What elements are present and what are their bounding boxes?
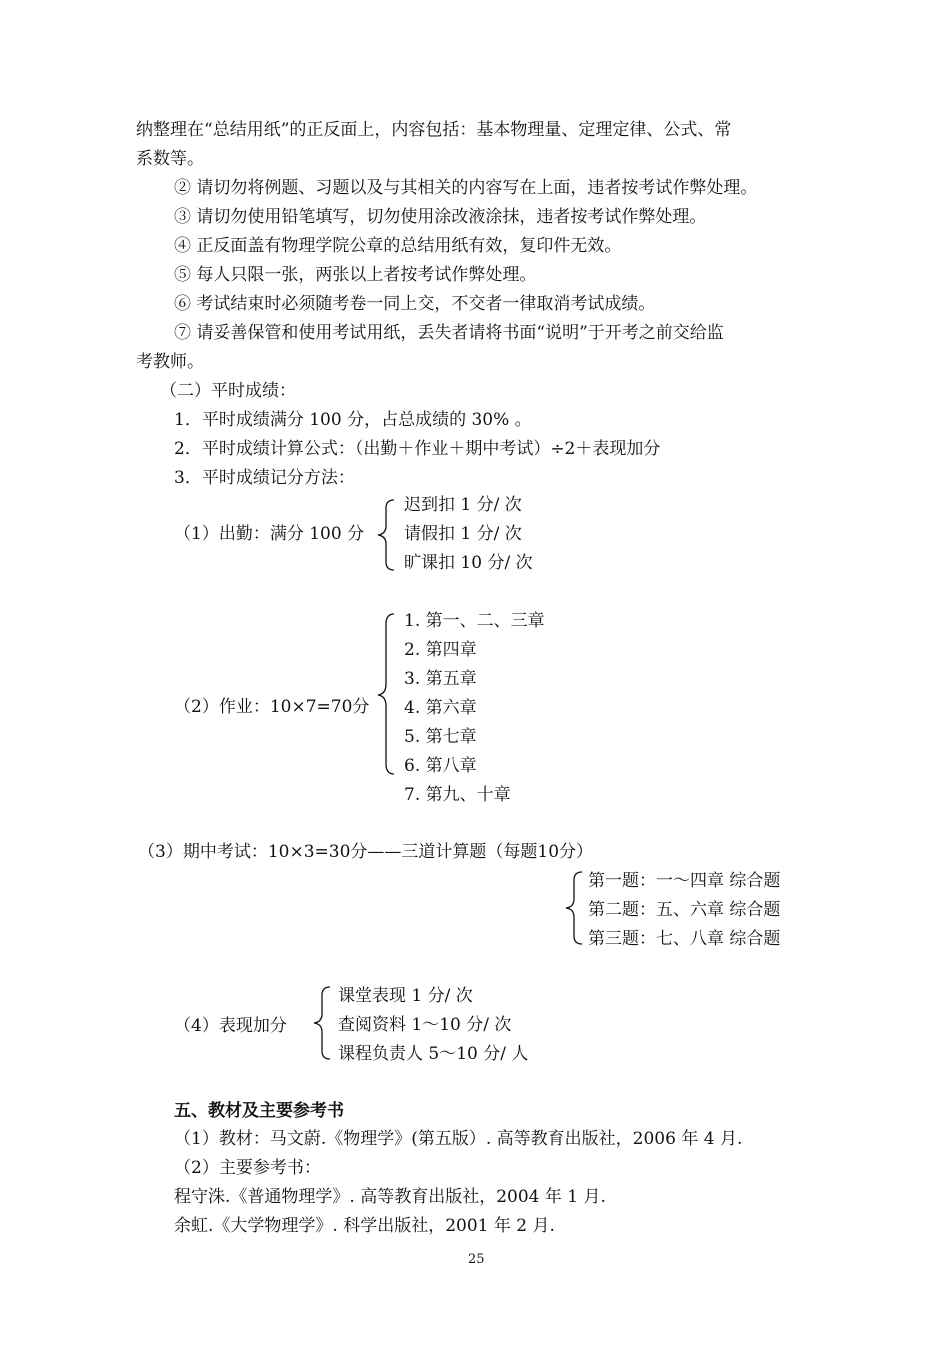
reference-item: 程守洙.《普通物理学》. 高等教育出版社，2004 年 1 月. bbox=[174, 1187, 606, 1207]
attendance-item: 迟到扣 1 分/ 次 bbox=[404, 495, 522, 515]
attendance-label: （1）出勤：满分 100 分 bbox=[174, 524, 365, 544]
bonus-item: 查阅资料 1～10 分/ 次 bbox=[338, 1015, 512, 1035]
brace-icon bbox=[374, 496, 398, 574]
bonus-label: （4）表现加分 bbox=[174, 1016, 287, 1036]
midterm-item: 第三题：七、八章 综合题 bbox=[588, 929, 781, 949]
rule-item: ③ 请切勿使用铅笔填写，切勿使用涂改液涂抹，违者按考试作弊处理。 bbox=[174, 207, 707, 227]
homework-item: 7. 第九、十章 bbox=[404, 785, 511, 805]
list-item: 2．平时成绩计算公式：（出勤＋作业＋期中考试）÷2＋表现加分 bbox=[174, 439, 661, 459]
rule-item: 考教师。 bbox=[136, 352, 204, 372]
paragraph-line: 纳整理在“总结用纸”的正反面上，内容包括：基本物理量、定理定律、公式、常 bbox=[136, 120, 732, 140]
attendance-item: 请假扣 1 分/ 次 bbox=[404, 524, 522, 544]
bonus-item: 课程负责人 5～10 分/ 人 bbox=[338, 1044, 529, 1064]
list-item: 3．平时成绩记分方法： bbox=[174, 468, 355, 488]
reference-item: 余虹.《大学物理学》. 科学出版社，2001 年 2 月. bbox=[174, 1216, 555, 1236]
section-heading: （二）平时成绩： bbox=[160, 381, 296, 401]
homework-item: 4. 第六章 bbox=[404, 698, 477, 718]
page-number: 25 bbox=[468, 1252, 485, 1267]
section-heading: 五、教材及主要参考书 bbox=[174, 1101, 344, 1121]
bonus-item: 课堂表现 1 分/ 次 bbox=[338, 986, 473, 1006]
paragraph-line: 系数等。 bbox=[136, 149, 204, 169]
rule-item: ⑥ 考试结束时必须随考卷一同上交，不交者一律取消考试成绩。 bbox=[174, 294, 656, 314]
homework-item: 2. 第四章 bbox=[404, 640, 477, 660]
homework-label: （2）作业：10×7=70分 bbox=[174, 697, 370, 717]
list-item: 1．平时成绩满分 100 分，占总成绩的 30% 。 bbox=[174, 410, 532, 430]
brace-icon bbox=[562, 868, 586, 948]
reference-heading: （2）主要参考书： bbox=[174, 1158, 321, 1178]
brace-icon bbox=[374, 610, 398, 778]
homework-item: 1. 第一、二、三章 bbox=[404, 611, 545, 631]
attendance-item: 旷课扣 10 分/ 次 bbox=[404, 553, 533, 573]
homework-item: 5. 第七章 bbox=[404, 727, 477, 747]
midterm-label: （3）期中考试：10×3=30分——三道计算题（每题10分） bbox=[138, 842, 594, 862]
homework-item: 6. 第八章 bbox=[404, 756, 477, 776]
rule-item: ④ 正反面盖有物理学院公章的总结用纸有效，复印件无效。 bbox=[174, 236, 622, 256]
rule-item: ⑦ 请妥善保管和使用考试用纸，丢失者请将书面“说明”于开考之前交给监 bbox=[174, 323, 724, 343]
reference-item: （1）教材：马文蔚.《物理学》(第五版）. 高等教育出版社，2006 年 4 月. bbox=[174, 1129, 743, 1149]
homework-item: 3. 第五章 bbox=[404, 669, 477, 689]
midterm-item: 第二题：五、六章 综合题 bbox=[588, 900, 781, 920]
rule-item: ⑤ 每人只限一张，两张以上者按考试作弊处理。 bbox=[174, 265, 537, 285]
rule-item: ② 请切勿将例题、习题以及与其相关的内容写在上面，违者按考试作弊处理。 bbox=[174, 178, 758, 198]
brace-icon bbox=[310, 983, 334, 1063]
midterm-item: 第一题：一～四章 综合题 bbox=[588, 871, 781, 891]
